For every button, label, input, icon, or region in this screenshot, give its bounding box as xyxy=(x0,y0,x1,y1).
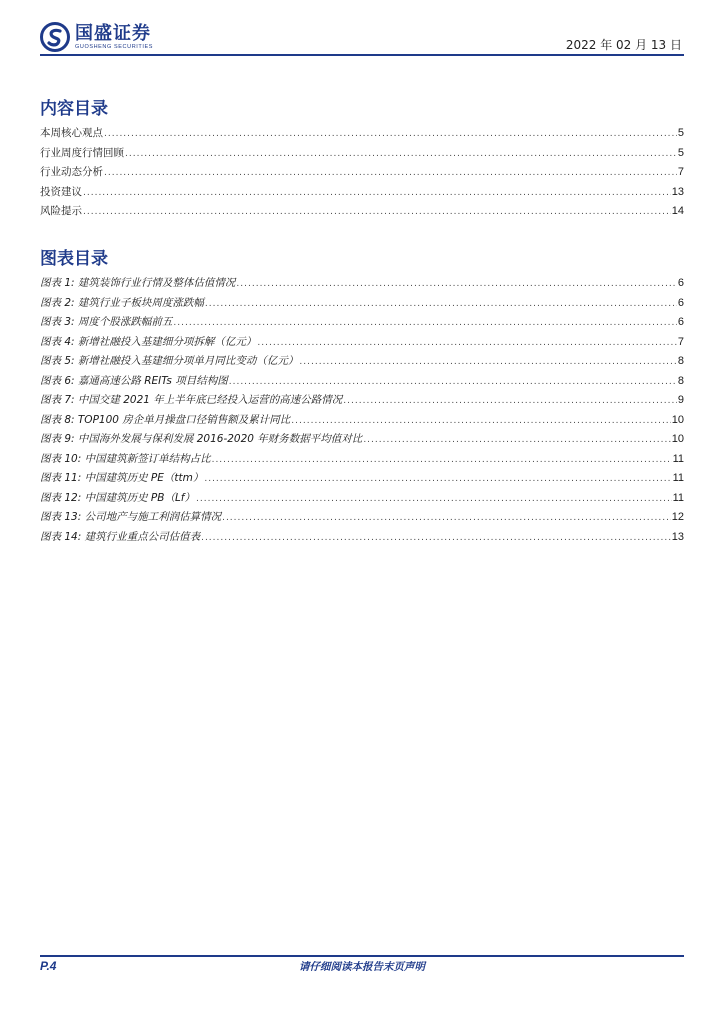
contents-entry[interactable] xyxy=(40,125,684,145)
entry-label: 投资建议 xyxy=(40,185,82,198)
dot-leader xyxy=(229,377,677,387)
entry-label: 图表 9: 中国海外发展与保利发展 2016-2020 年财务数据平均值对比 xyxy=(40,433,363,445)
entry-page-number: 11 xyxy=(672,452,684,465)
contents-title: 内容目录 xyxy=(40,99,108,119)
entry-page-number: 11 xyxy=(672,472,684,484)
logo-name-cn: 国盛证券 xyxy=(75,22,151,44)
dot-leader xyxy=(173,318,676,328)
dot-leader xyxy=(236,279,676,289)
entry-page-number: 7 xyxy=(677,335,684,348)
dot-leader xyxy=(83,188,671,198)
entry-page-number: 7 xyxy=(677,166,684,178)
footer-divider xyxy=(40,955,684,957)
entry-page-number: 11 xyxy=(672,491,684,504)
entry-label: 图表 1: 建筑装饰行业行情及整体估值情况 xyxy=(40,277,236,289)
entry-page-number: 10 xyxy=(671,413,684,426)
entry-label: 图表 4: 新增社融投入基建细分项拆解（亿元） xyxy=(40,335,257,348)
figure-entry[interactable] xyxy=(40,509,684,529)
entry-page-number: 10 xyxy=(671,433,684,445)
figure-entry[interactable] xyxy=(40,353,684,373)
entry-label: 本周核心观点 xyxy=(40,127,103,139)
figure-entry[interactable] xyxy=(40,314,684,334)
logo-name-en: GUOSHENG SECURITIES xyxy=(75,43,154,50)
contents-entry[interactable] xyxy=(40,164,684,184)
figure-entry[interactable] xyxy=(40,295,684,315)
entry-page-number: 8 xyxy=(677,355,684,367)
dot-leader xyxy=(125,149,677,159)
contents-entry[interactable] xyxy=(40,203,684,223)
logo-icon xyxy=(40,22,70,52)
entry-page-number: 13 xyxy=(671,185,684,198)
entry-label: 图表 6: 嘉通高速公路 REITs 项目结构图 xyxy=(40,374,228,387)
company-logo xyxy=(40,20,153,54)
dot-leader xyxy=(83,207,671,217)
dot-leader xyxy=(201,533,671,543)
dot-leader xyxy=(104,129,677,139)
figure-entry[interactable] xyxy=(40,490,684,510)
entry-label: 图表 8: TOP100 房企单月操盘口径销售额及累计同比 xyxy=(40,413,291,426)
entry-label: 图表 3: 周度个股涨跌幅前五 xyxy=(40,316,173,328)
contents-entry[interactable] xyxy=(40,184,684,204)
entry-page-number: 5 xyxy=(677,127,684,139)
page-header xyxy=(40,20,684,54)
report-date: 2022 年 02 月 13 日 xyxy=(565,38,682,52)
entry-label: 图表 14: 建筑行业重点公司估值表 xyxy=(40,530,201,543)
entry-label: 图表 2: 建筑行业子板块周度涨跌幅 xyxy=(40,296,204,309)
dot-leader xyxy=(205,299,677,309)
header-divider xyxy=(40,54,684,56)
entry-page-number: 8 xyxy=(677,374,684,387)
dot-leader xyxy=(363,435,670,445)
figure-entry[interactable] xyxy=(40,470,684,490)
dot-leader xyxy=(196,494,672,504)
entry-label: 图表 11: 中国建筑历史 PE（ttm） xyxy=(40,472,204,484)
entry-label: 图表 12: 中国建筑历史 PB（Lf） xyxy=(40,491,195,504)
entry-label: 风险提示 xyxy=(40,205,82,217)
entry-label: 图表 7: 中国交建 2021 年上半年底已经投入运营的高速公路情况 xyxy=(40,394,343,406)
entry-page-number: 6 xyxy=(677,316,684,328)
entry-page-number: 6 xyxy=(677,296,684,309)
contents-list xyxy=(40,125,684,223)
entry-label: 图表 10: 中国建筑新签订单结构占比 xyxy=(40,452,211,465)
dot-leader xyxy=(104,168,677,178)
page-number: P.4 xyxy=(40,959,57,973)
figure-entry[interactable] xyxy=(40,431,684,451)
entry-label: 行业动态分析 xyxy=(40,166,103,178)
entry-page-number: 5 xyxy=(677,146,684,159)
entry-label: 图表 5: 新增社融投入基建细分项单月同比变动（亿元） xyxy=(40,355,299,367)
figure-entry[interactable] xyxy=(40,412,684,432)
footer-disclaimer: 请仔细阅读本报告末页声明 xyxy=(299,961,425,973)
dot-leader xyxy=(257,338,676,348)
figure-entry[interactable] xyxy=(40,451,684,471)
figure-entry[interactable] xyxy=(40,392,684,412)
figure-entry[interactable] xyxy=(40,275,684,295)
figures-list xyxy=(40,275,684,548)
dot-leader xyxy=(291,416,670,426)
figures-title: 图表目录 xyxy=(40,249,108,269)
figure-entry[interactable] xyxy=(40,334,684,354)
dot-leader xyxy=(204,474,671,484)
entry-page-number: 6 xyxy=(677,277,684,289)
figure-entry[interactable] xyxy=(40,373,684,393)
figure-entry[interactable] xyxy=(40,529,684,549)
entry-page-number: 14 xyxy=(671,205,684,217)
entry-page-number: 12 xyxy=(671,511,684,523)
entry-label: 行业周度行情回顾 xyxy=(40,146,124,159)
entry-page-number: 13 xyxy=(671,530,684,543)
contents-entry[interactable] xyxy=(40,145,684,165)
entry-page-number: 9 xyxy=(677,394,684,406)
dot-leader xyxy=(299,357,676,367)
dot-leader xyxy=(212,455,672,465)
entry-label: 图表 13: 公司地产与施工利润估算情况 xyxy=(40,511,222,523)
dot-leader xyxy=(343,396,677,406)
dot-leader xyxy=(222,513,671,523)
